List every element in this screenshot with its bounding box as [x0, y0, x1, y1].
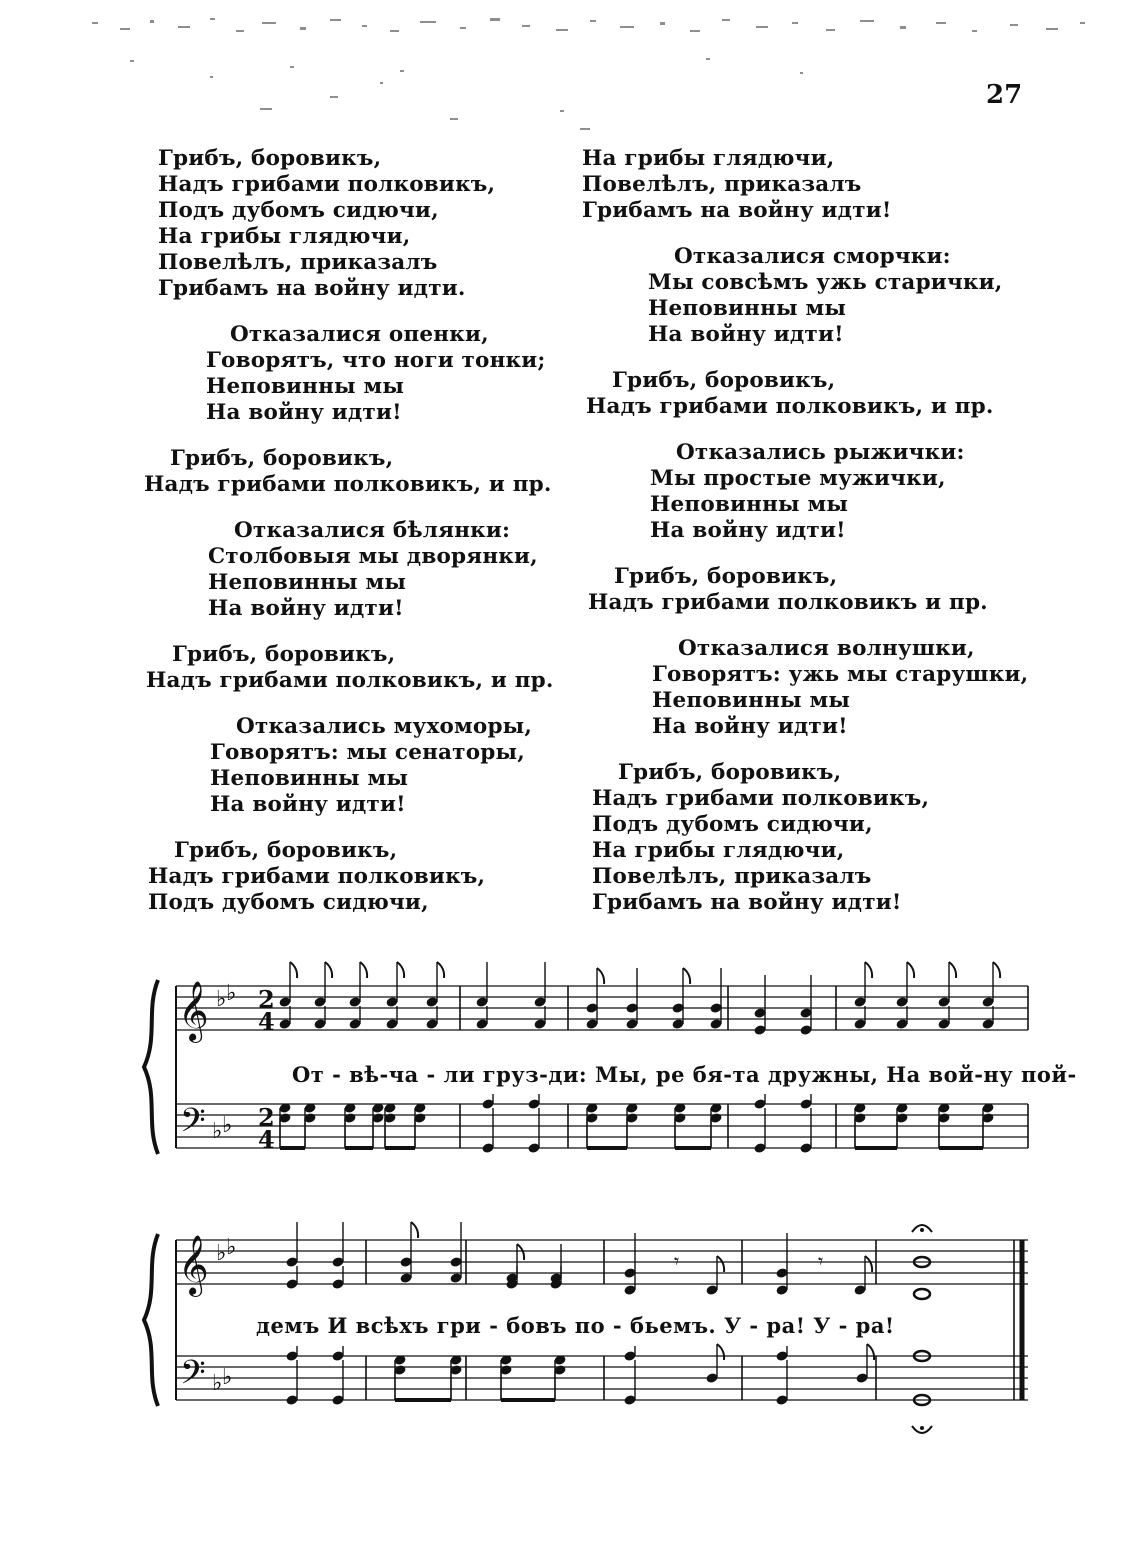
poem-line: Отказалися бѣлянки: — [234, 518, 511, 543]
bass-clef: 𝄢 — [180, 1354, 206, 1400]
poem-line: Говорятъ: мы сенаторы, — [210, 740, 525, 765]
poem-line: Грибъ, боровикъ, — [170, 446, 394, 471]
poem-line: На войну идти! — [648, 322, 844, 347]
poem-line: Столбовыя мы дворянки, — [208, 544, 538, 569]
poem-line: Мы совсѣмъ ужь старички, — [648, 270, 1003, 295]
note-flag — [993, 962, 1000, 978]
poem-line: На войну идти! — [206, 400, 402, 425]
note-flag — [325, 962, 332, 978]
note-flag — [683, 968, 690, 984]
system-brace — [144, 1234, 158, 1406]
time-signature-top: 2 — [258, 985, 275, 1014]
poem-line: Грибамъ на войну идти. — [158, 276, 466, 301]
poem-line: Надъ грибами полковикъ, и пр. — [586, 394, 994, 419]
poem-line: Неповинны мы — [206, 374, 405, 399]
flat-sign: ♭ — [222, 1365, 233, 1390]
eighth-rest: 𝄾 — [674, 1249, 680, 1273]
time-signature-bottom: 4 — [258, 1007, 275, 1036]
poem-line: Неповинны мы — [210, 766, 409, 791]
poem-line: На грибы глядючи, — [592, 838, 845, 863]
bass-clef: 𝄢 — [180, 1102, 206, 1148]
eighth-rest: 𝄾 — [818, 1249, 824, 1273]
note-flag — [949, 962, 956, 978]
poem-line: На грибы глядючи, — [582, 146, 835, 171]
poem-line: Подъ дубомъ сидючи, — [148, 890, 429, 915]
note-flag — [907, 962, 914, 978]
note-flag — [865, 1256, 872, 1272]
flat-sign: ♭ — [222, 1113, 233, 1138]
poem-line: Отказалися волнушки, — [678, 636, 975, 661]
poem-line: Неповинны мы — [208, 570, 407, 595]
note-flag — [397, 962, 404, 978]
note-flag — [597, 968, 604, 984]
poem-line: Подъ дубомъ сидючи, — [158, 198, 439, 223]
page-number: 27 — [986, 80, 1023, 110]
poem-line: Повелѣлъ, приказалъ — [592, 864, 872, 889]
treble-clef: 𝄞 — [178, 981, 209, 1041]
flat-sign: ♭ — [226, 981, 237, 1006]
poem-line: Грибъ, боровикъ, — [158, 146, 382, 171]
poem-line: На грибы глядючи, — [158, 224, 411, 249]
poem-line: Надъ грибами полковикъ, — [148, 864, 486, 889]
poem-line: Грибъ, боровикъ, — [174, 838, 398, 863]
note-flag — [437, 962, 444, 978]
poem-line: Надъ грибами полковикъ, — [158, 172, 496, 197]
time-signature-bottom: 4 — [258, 1125, 275, 1154]
poem-line: Говорятъ: ужь мы старушки, — [652, 662, 1029, 687]
poem-line: Грибъ, боровикъ, — [172, 642, 396, 667]
lyrics-system-1: От - вѣ-ча - ли груз-ди: Мы, ре бя-та дружны, На вой-ну пой- — [292, 1062, 1077, 1087]
poem-line: Отказались мухоморы, — [236, 714, 533, 739]
flat-sign: ♭ — [212, 1119, 223, 1144]
poem-line: Говорятъ, что ноги тонки; — [206, 348, 546, 373]
poem-line: Повелѣлъ, приказалъ — [158, 250, 438, 275]
poem-line: Надъ грибами полковикъ, и пр. — [146, 668, 554, 693]
poem-line: Мы простые мужички, — [650, 466, 946, 491]
poem-line: Грибамъ на войну идти! — [592, 890, 902, 915]
fermata-dot — [920, 1228, 924, 1232]
half-note — [914, 1289, 930, 1299]
note-flag — [717, 1256, 724, 1272]
note-flag — [290, 962, 297, 978]
poem-line: Надъ грибами полковикъ, и пр. — [144, 472, 552, 497]
fermata-dot — [920, 1426, 924, 1430]
system-brace — [144, 980, 158, 1154]
poem-line: Грибъ, боровикъ, — [612, 368, 836, 393]
poem-line: Грибамъ на войну идти! — [582, 198, 892, 223]
note-flag — [517, 1244, 524, 1260]
poem-line: Подъ дубомъ сидючи, — [592, 812, 873, 837]
flat-sign: ♭ — [212, 1371, 223, 1396]
note-flag — [411, 1222, 418, 1238]
poem-line: Повелѣлъ, приказалъ — [582, 172, 862, 197]
poem-line: На войну идти! — [650, 518, 846, 543]
poem-line: Грибъ, боровикъ, — [614, 564, 838, 589]
poem-line: На войну идти! — [210, 792, 406, 817]
poem-line: Неповинны мы — [648, 296, 847, 321]
poem-line: Неповинны мы — [650, 492, 849, 517]
note-flag — [717, 1344, 724, 1360]
time-signature-top: 2 — [258, 1103, 275, 1132]
poem-line: Отказалися сморчки: — [674, 244, 951, 269]
poem-line: Отказалися опенки, — [230, 322, 489, 347]
poem-line: Надъ грибами полковикъ и пр. — [588, 590, 988, 615]
flat-sign: ♭ — [226, 1235, 237, 1260]
note-flag — [867, 1344, 874, 1360]
poem-line: Отказались рыжички: — [676, 440, 965, 465]
note-flag — [865, 962, 872, 978]
treble-clef: 𝄞 — [178, 1235, 209, 1295]
poem-line: Грибъ, боровикъ, — [618, 760, 842, 785]
poem-line: На войну идти! — [652, 714, 848, 739]
lyrics-system-2: демъ И всѣхъ гри - бовъ по - бьемъ. У - ра! У - ра! — [256, 1313, 895, 1338]
poem-line: На войну идти! — [208, 596, 404, 621]
poem-line: Надъ грибами полковикъ, — [592, 786, 930, 811]
poem-line: Неповинны мы — [652, 688, 851, 713]
note-flag — [360, 962, 367, 978]
flat-sign: ♭ — [216, 1241, 227, 1266]
flat-sign: ♭ — [216, 987, 227, 1012]
